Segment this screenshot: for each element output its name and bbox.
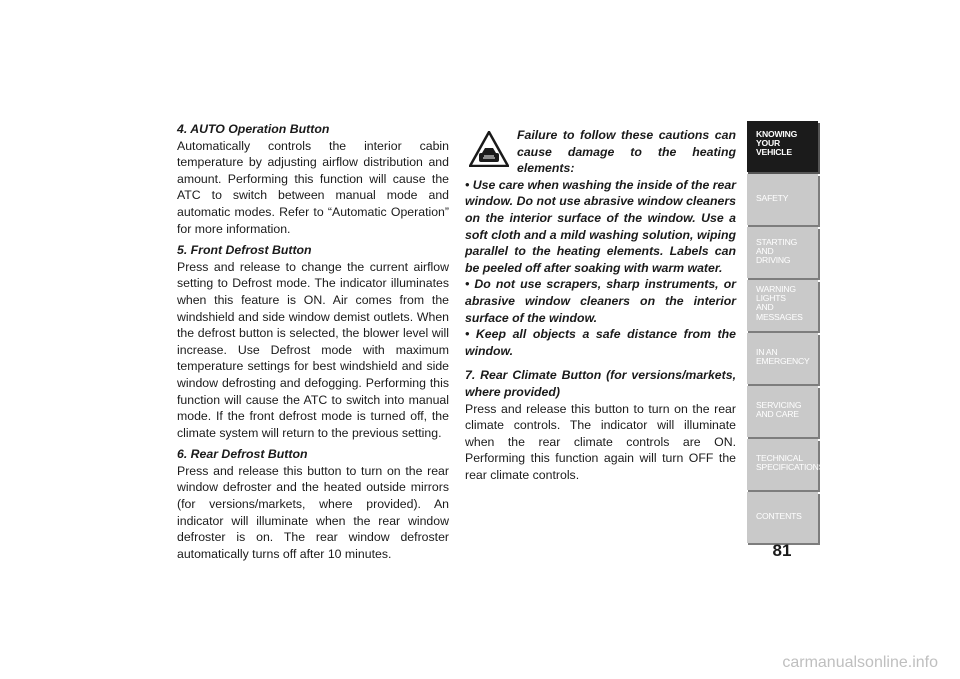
section-body: Press and release this button to turn on the rear climate controls. The indicator will illuminate when the rear climate controls are ON. Performing this function again will turn OFF the rear climate controls. (465, 401, 736, 482)
tab-label-line: AND (756, 246, 774, 257)
tab-label-line: AND CARE (756, 409, 799, 420)
left-column (177, 121, 449, 567)
tab-label-line: MESSAGES (756, 311, 803, 322)
section-body: Automatically controls the interior cabin temperature by adjusting airflow distribution and amount. Performing this function will cause the ATC to switch between manual mode and automatic modes. Refer to “Automatic Operation” for more information. (177, 138, 449, 236)
tab-label-line: SAFETY (756, 193, 789, 203)
tab-servicing-and-care[interactable] (746, 386, 818, 437)
tab-label-line: SERVICING (756, 400, 802, 410)
tab-label-line: VEHICLE (756, 147, 792, 158)
tab-label-line: LIGHTS (756, 293, 786, 304)
tab-safety[interactable] (746, 174, 818, 225)
tab-in-an-emergency[interactable] (746, 333, 818, 384)
section-heading: 5. Front Defrost Button (177, 243, 312, 258)
caution-triangle-icon (469, 131, 509, 167)
section-heading: 7. Rear Climate Button (for versions/markets, where provided) (465, 368, 736, 399)
tab-warning-lights-and-messages[interactable] (746, 280, 818, 331)
tab-label-line: EMERGENCY (756, 356, 810, 367)
caution-bullet: • Keep all objects a safe distance from the window. (465, 327, 736, 358)
tab-label-line: YOUR (756, 138, 781, 149)
tab-starting-and-driving[interactable] (746, 227, 818, 278)
tab-label-line: KNOWING (756, 129, 798, 139)
caution-box (465, 127, 736, 359)
tab-label-line: AND (756, 302, 774, 313)
tab-label-line: IN AN (756, 347, 778, 357)
page-number: 81 (772, 541, 792, 560)
section-body: Press and release to change the current airflow setting to Defrost mode. The indicator illuminates when this feature is ON. Air comes from the windshield and side window demist outlets. When the defrost button is selected, the blower level will increase. Use Defrost mode with maximum temperature settings for best windshield and side window defrosting and defogging. Performing this function will cause the ATC to switch into manual mode. If the front defrost mode is turned off, the climate system will return to the previous setting. (177, 259, 449, 440)
watermark: carmanualsonline.info (782, 654, 938, 671)
tab-label-line: STARTING (756, 237, 798, 247)
caution-bullet: • Use care when washing the inside of the rear window. Do not use abrasive window cleaners on the interior surface of the window. Use a soft cloth and a mild washing solution, wiping parallel to the heating elements. Labels can be peeled off after soaking with warm water. (465, 177, 736, 275)
tab-label-line: DRIVING (756, 255, 791, 266)
tab-label-line: SPECIFICATIONS (756, 462, 825, 473)
chapter-tabs (746, 121, 825, 545)
section-auto-operation (177, 121, 449, 237)
section-rear-climate (465, 367, 736, 483)
section-rear-defrost (177, 446, 449, 562)
tab-label-line: CONTENTS (756, 511, 802, 521)
caution-intro: Failure to follow these cautions can cause damage to the heating elements: (517, 128, 736, 176)
section-front-defrost (177, 242, 449, 441)
tab-technical-specifications[interactable] (746, 439, 825, 490)
section-body: Press and release this button to turn on the rear window defroster and the heated outside mirrors (for versions/markets, where provided). An indicator will illuminate when the rear window defroster is on. The rear window defroster automatically turns off after 10 minutes. (177, 463, 449, 561)
tab-label-line: TECHNICAL (756, 453, 803, 463)
section-heading: 6. Rear Defrost Button (177, 447, 308, 462)
tab-contents[interactable] (746, 492, 818, 543)
section-heading: 4. AUTO Operation Button (177, 122, 330, 136)
right-column (465, 127, 736, 488)
caution-bullet: • Do not use scrapers, sharp instruments, or abrasive window cleaners on the interior surface of the window. (465, 277, 736, 325)
tab-label-line: WARNING (756, 284, 796, 294)
tab-knowing-your-vehicle[interactable] (746, 121, 818, 172)
